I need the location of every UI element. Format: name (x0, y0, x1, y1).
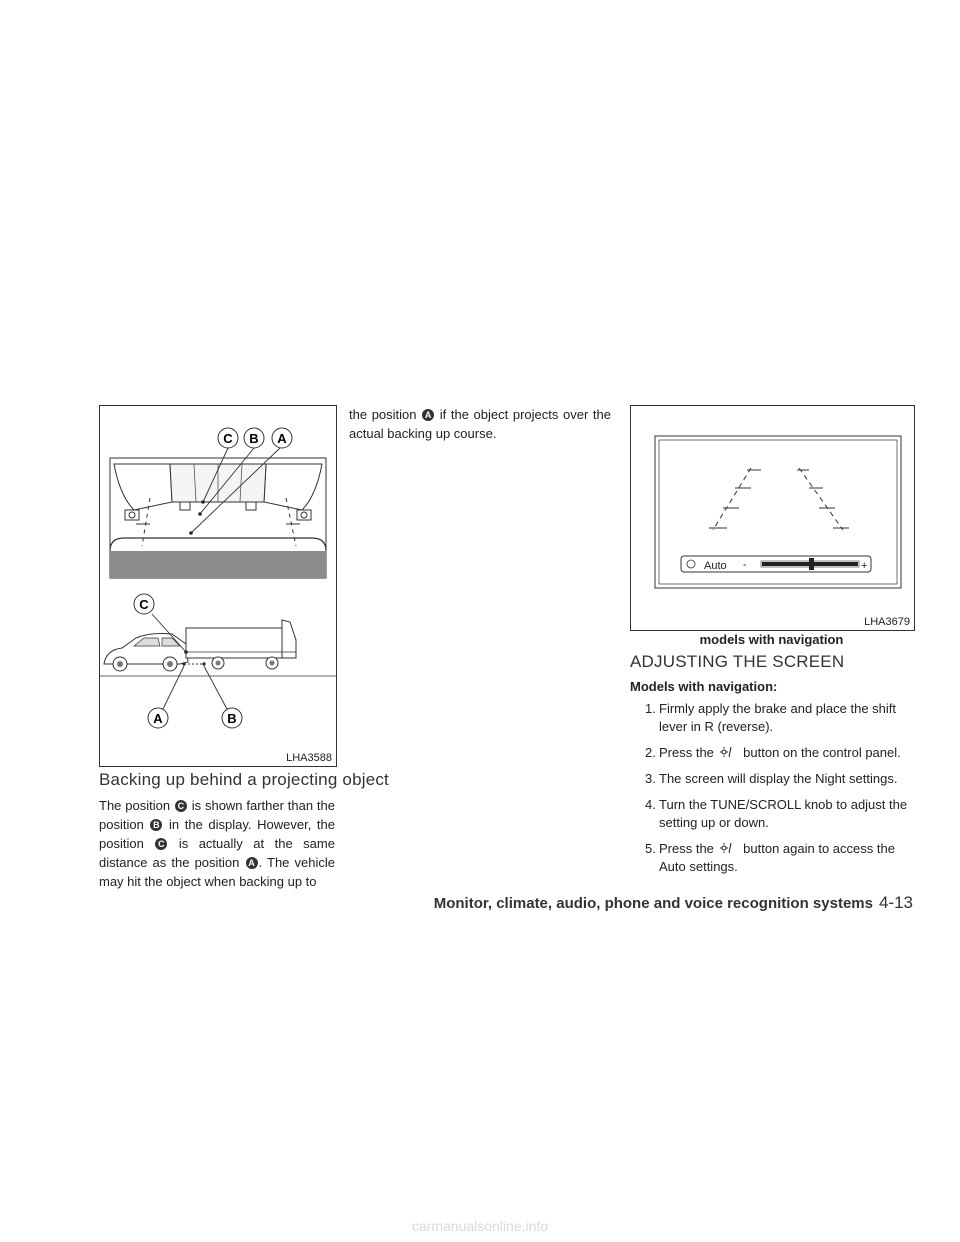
marker-a: A (422, 409, 434, 421)
bar-minus: - (743, 559, 747, 571)
paragraph-mid (349, 405, 611, 443)
text: Press the (659, 745, 714, 760)
label-c-top: C (223, 431, 233, 446)
text: The position (99, 798, 171, 813)
step-number: 5. (645, 841, 656, 856)
marker-c: C (155, 838, 167, 850)
label-a-side: A (153, 711, 163, 726)
footer-section-title: Monitor, climate, audio, phone and voice recognition systems (433, 895, 873, 912)
step-text: The screen will display the Night settings. (659, 771, 898, 786)
sun-moon-icon (720, 746, 738, 758)
label-b-top: B (249, 431, 259, 446)
figure-caption: models with navigation (699, 632, 844, 647)
marker-a: A (246, 857, 258, 869)
step-number: 2. (645, 745, 656, 760)
text: is shown farther than the position (99, 798, 335, 832)
paragraph-left (99, 796, 335, 891)
bar-plus: + (861, 560, 868, 572)
step-text: Firmly apply the brake and place the shift lever in R (reverse). (659, 701, 897, 734)
step-text (659, 744, 915, 762)
figure-id: LHA3679 (864, 616, 910, 628)
text: if the object projects over the actual backing up course. (349, 407, 611, 441)
figure-projecting-object (99, 405, 337, 767)
sun-moon-icon (720, 842, 738, 854)
figure-screen-adjust (630, 405, 915, 631)
section-heading: Backing up behind a projecting object (99, 770, 389, 789)
text: . The vehicle may hit the object when backing up to (99, 855, 335, 889)
text: the position (349, 407, 417, 422)
label-a-top: A (277, 431, 287, 446)
page-number: 4-13 (878, 893, 913, 912)
marker-b: B (150, 819, 162, 831)
section-heading: ADJUSTING THE SCREEN (630, 652, 845, 671)
watermark: carmanualsonline.info (411, 1218, 549, 1234)
text: in the display. However, the position (99, 817, 335, 851)
step-number: 3. (645, 771, 656, 786)
label-b-side: B (227, 711, 237, 726)
text: button on the control panel. (743, 745, 901, 760)
step-number: 4. (645, 797, 656, 812)
text: is actually at the same distance as the position (99, 836, 335, 870)
text: Press the (659, 841, 714, 856)
figure-id: LHA3588 (286, 752, 332, 764)
subheading: Models with navigation: (630, 679, 778, 694)
step-text: Turn the TUNE/SCROLL knob to adjust the setting up or down. (659, 797, 908, 830)
page-footer (420, 893, 913, 913)
screen-adjust-illustration (631, 406, 914, 630)
marker-c: C (175, 800, 187, 812)
bar-mode-label: Auto (704, 560, 727, 572)
step-text (659, 840, 915, 876)
projecting-object-illustration (100, 406, 336, 766)
step-number: 1. (645, 701, 656, 716)
list-item (645, 700, 915, 738)
level-pointer (809, 558, 814, 570)
label-c-side: C (139, 597, 149, 612)
text: button again to access the Auto settings. (659, 841, 895, 874)
